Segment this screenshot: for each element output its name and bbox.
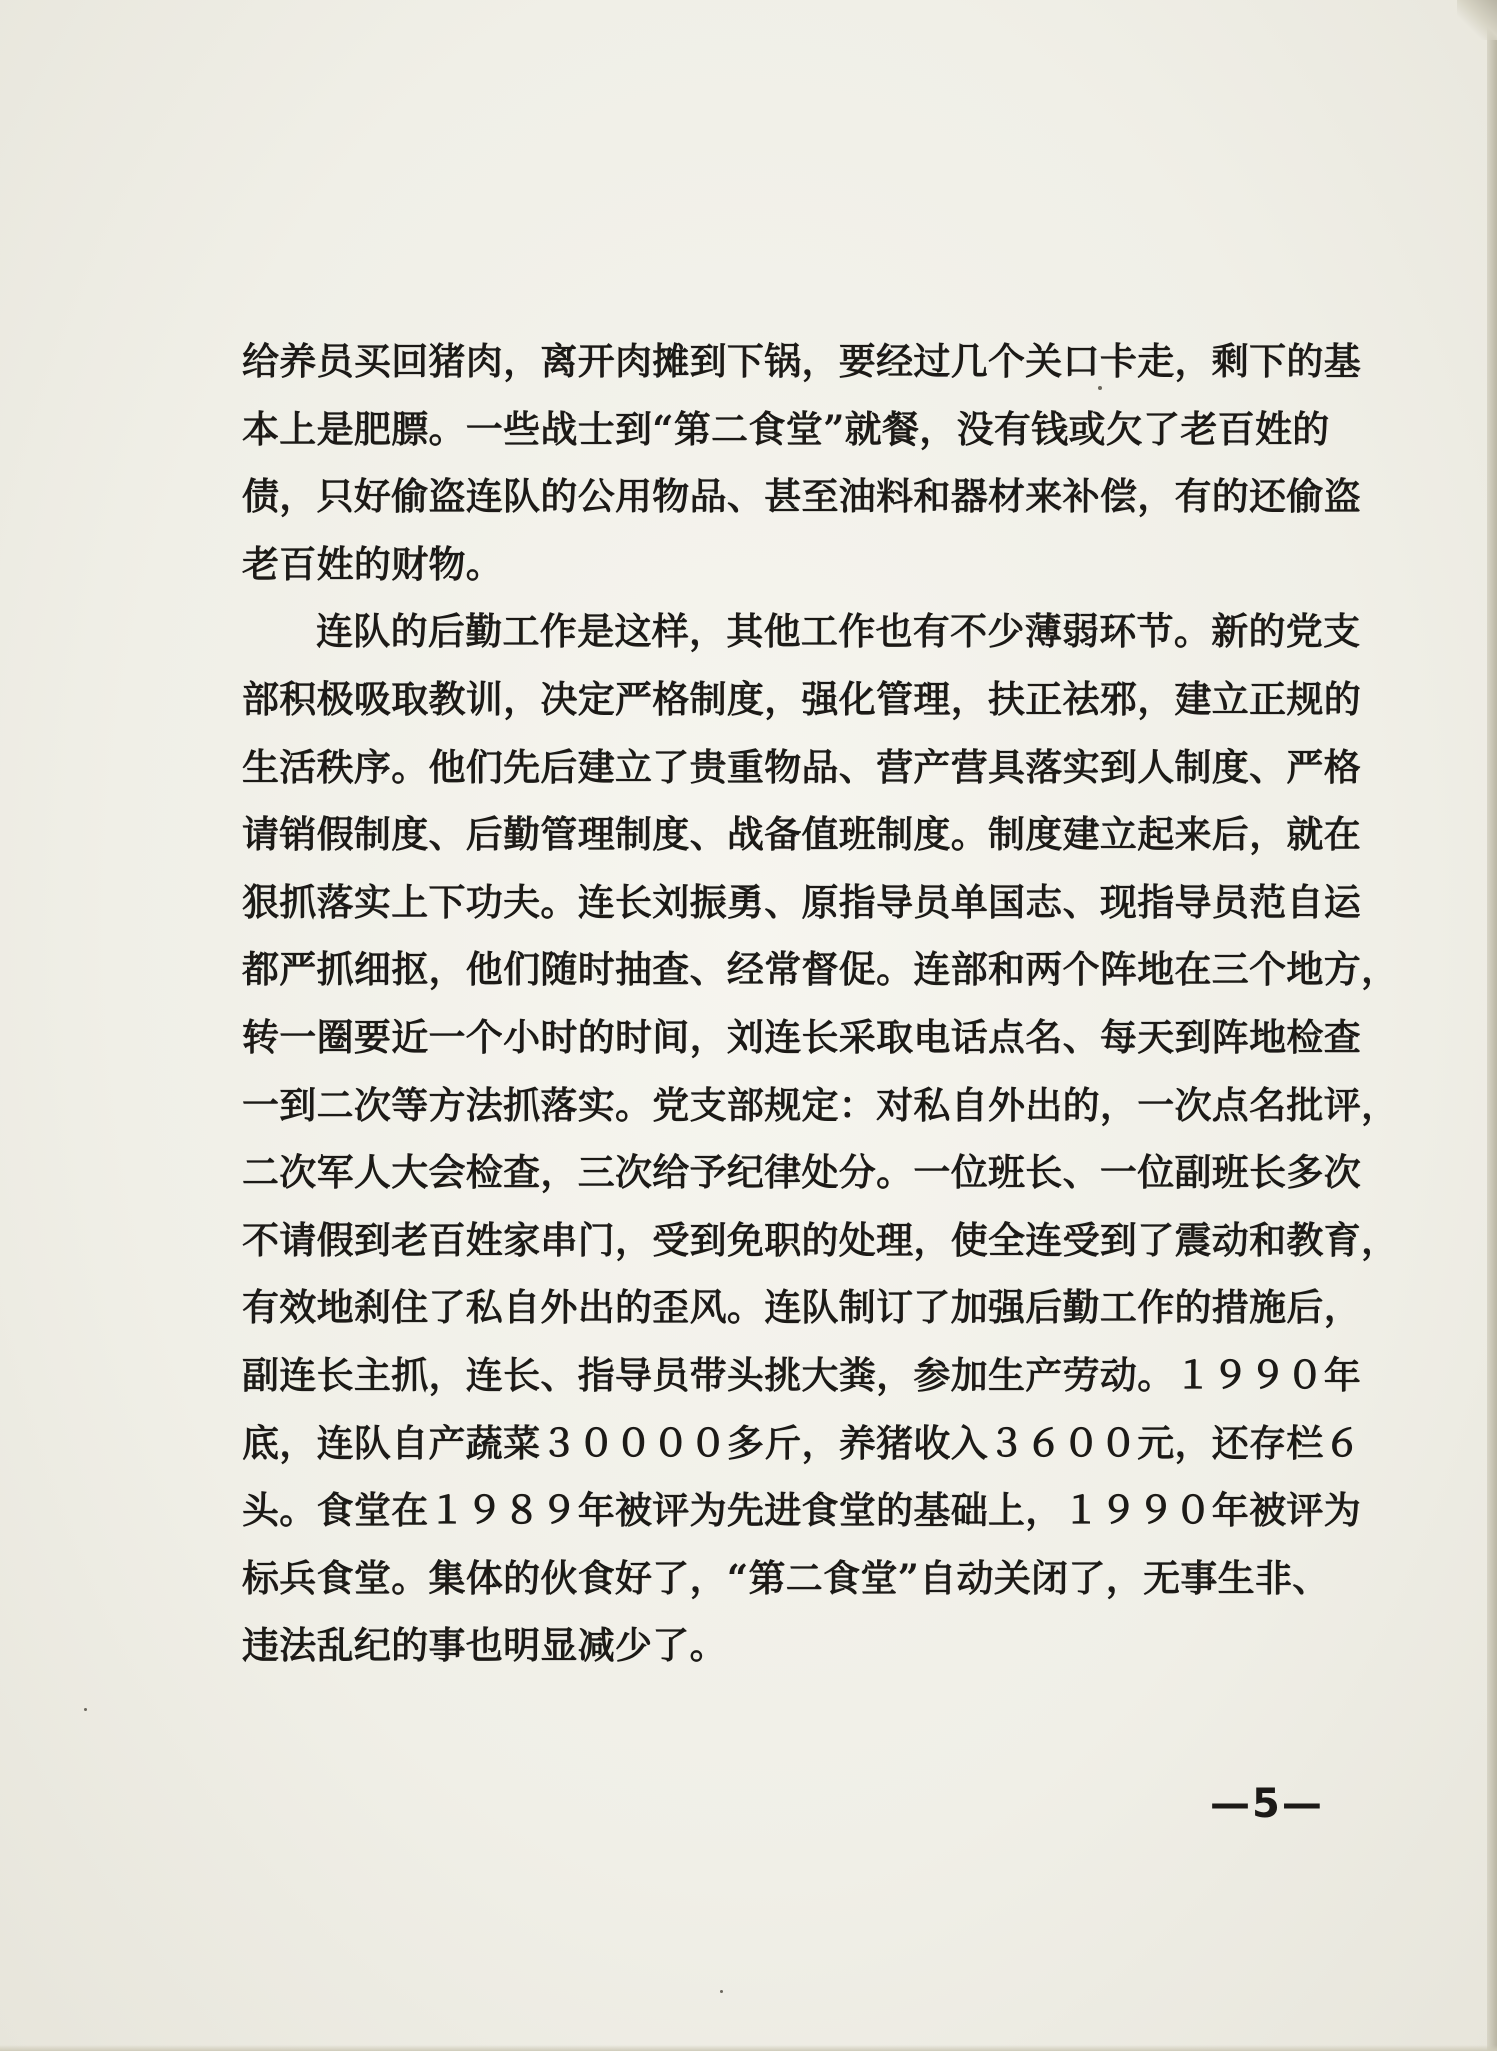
paper-bottom-edge: [0, 2045, 1497, 2051]
text-line: 债，只好偷盗连队的公用物品、甚至油料和器材来补偿，有的还偷盗: [242, 474, 1361, 519]
paper-speck: [84, 1708, 87, 1711]
text-line: 给养员买回猪肉，离开肉摊到下锅，要经过几个关口卡走，剩下的基: [242, 339, 1361, 383]
text-line: 都严抓细抠，他们随时抽查、经常督促。连部和两个阵地在三个地方，: [242, 947, 1399, 992]
page-number: —5—: [1210, 1781, 1324, 1827]
text-line: 请销假制度、后勤管理制度、战备值班制度。制度建立起来后，就在: [242, 812, 1361, 857]
text-line: 有效地刹住了私自外出的歪风。连队制订了加强后勤工作的措施后，: [242, 1285, 1361, 1330]
text-line: 生活秩序。他们先后建立了贵重物品、营产营具落实到人制度、严格: [242, 744, 1361, 789]
text-line: 一到二次等方法抓落实。党支部规定：对私自外出的，一次点名批评，: [242, 1082, 1399, 1127]
paper-corner-shadow: [1457, 0, 1497, 40]
text-line: 转一圈要近一个小时的时间，刘连长采取电话点名、每天到阵地检查: [242, 1014, 1361, 1059]
text-line: 本上是肥膘。一些战士到“第二食堂”就餐，没有钱或欠了老百姓的: [242, 406, 1330, 451]
text-line: 不请假到老百姓家串门，受到免职的处理，使全连受到了震动和教育，: [242, 1217, 1399, 1262]
text-line: 头。食堂在１９８９年被评为先进食堂的基础上，１９９０年被评为: [242, 1488, 1361, 1533]
text-line: 二次军人大会检查，三次给予纪律处分。一位班长、一位副班长多次: [242, 1150, 1361, 1195]
paragraph: [242, 328, 1361, 598]
paper-edge-shadow: [1487, 0, 1497, 2051]
text-line: 狠抓落实上下功夫。连长刘振勇、原指导员单国志、现指导员范自运: [242, 879, 1361, 924]
paragraph: [242, 598, 1399, 1680]
text-line: 标兵食堂。集体的伙食好了，“第二食堂”自动关闭了，无事生非、: [242, 1555, 1330, 1600]
text-line: 副连长主抓，连长、指导员带头挑大粪，参加生产劳动。１９９０年: [242, 1352, 1361, 1397]
text-line: 连队的后勤工作是这样，其他工作也有不少薄弱环节。新的党支: [316, 609, 1361, 654]
text-line: 老百姓的财物。: [242, 541, 504, 586]
text-line: 底，连队自产蔬菜３００００多斤，养猪收入３６００元，还存栏６: [242, 1420, 1361, 1465]
text-line: 违法乱纪的事也明显减少了。: [242, 1623, 727, 1668]
paper-speck: [720, 1990, 723, 1993]
document-body: [242, 328, 1399, 1680]
text-line: 部积极吸取教训，决定严格制度，强化管理，扶正祛邪，建立正规的: [242, 676, 1361, 721]
